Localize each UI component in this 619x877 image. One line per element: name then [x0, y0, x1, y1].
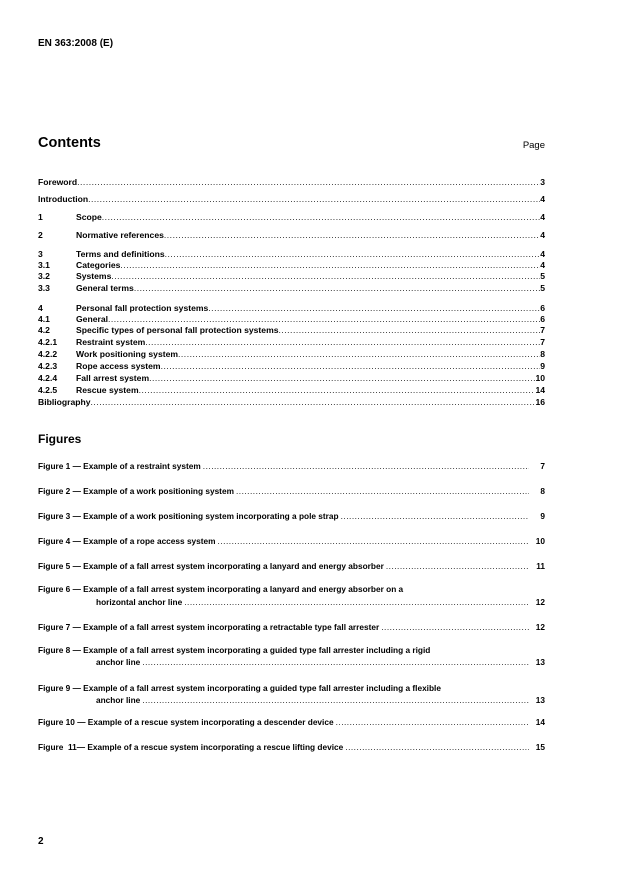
toc-entry[interactable]	[38, 397, 545, 407]
toc-entry-page: 7	[540, 325, 545, 335]
figure-entry[interactable]	[96, 695, 545, 705]
toc-entry-label: Bibliography	[38, 397, 91, 407]
toc-entry[interactable]	[38, 303, 545, 313]
toc-entry-page: 10	[535, 373, 545, 383]
toc-entry[interactable]	[38, 212, 545, 222]
leader-dots	[161, 361, 541, 371]
toc-entry-page: 14	[535, 385, 545, 395]
toc-entry-page: 4	[540, 194, 545, 204]
leader-dots	[279, 325, 541, 335]
leader-dots	[108, 314, 540, 324]
document-id: EN 363:2008 (E)	[38, 38, 114, 49]
toc-entry-page: 4	[540, 249, 545, 259]
toc-entry-label: General	[76, 314, 109, 324]
toc-entry[interactable]	[38, 337, 545, 347]
toc-entry-label: Restraint system	[76, 337, 146, 347]
toc-entry-label: General terms	[76, 283, 134, 293]
toc-entry-number: 4.2.1	[38, 337, 58, 347]
toc-entry-page: 8	[540, 349, 545, 359]
figure-entry-label-continued: horizontal anchor line	[96, 597, 183, 607]
toc-entry[interactable]	[38, 314, 545, 324]
leader-dots	[336, 717, 529, 727]
leader-dots	[77, 177, 540, 187]
leader-dots	[145, 337, 540, 347]
toc-entry-label: Rope access system	[76, 361, 161, 371]
figure-entry-page: 14	[535, 717, 545, 727]
figure-entry[interactable]	[96, 597, 545, 607]
figure-entry[interactable]	[38, 511, 545, 521]
leader-dots	[178, 349, 540, 359]
leader-dots	[164, 230, 540, 240]
toc-entry-label: Terms and definitions	[76, 249, 165, 259]
figure-entry-label: Figure 4 — Example of a rope access system	[38, 536, 216, 546]
toc-entry-label: Categories	[76, 260, 121, 270]
toc-entry[interactable]	[38, 271, 545, 281]
toc-entry-page: 4	[540, 212, 545, 222]
toc-entry-page: 6	[540, 314, 545, 324]
leader-dots	[102, 212, 540, 222]
figure-entry-page: 7	[540, 461, 545, 471]
figure-entry-page: 11	[536, 561, 545, 571]
leader-dots	[184, 597, 529, 607]
figure-entry-label: Figure 3 — Example of a work positioning system incorporating a pole strap	[38, 511, 339, 521]
figure-entry[interactable]	[96, 657, 545, 667]
leader-dots	[218, 536, 529, 546]
toc-entry-number: 4.1	[38, 314, 50, 324]
toc-entry-label: Systems	[76, 271, 112, 281]
leader-dots	[111, 271, 540, 281]
figure-entry-label: Figure 11— Example of a rescue system incorporating a rescue lifting device	[38, 742, 344, 752]
figure-entry-label: Figure 5 — Example of a fall arrest system incorporating a lanyard and energy absorber	[38, 561, 384, 571]
figure-entry[interactable]	[38, 461, 545, 471]
toc-entry-number: 3	[38, 249, 43, 259]
toc-entry-number: 4.2.2	[38, 349, 58, 359]
toc-entry[interactable]	[38, 361, 545, 371]
figure-entry[interactable]	[38, 717, 545, 727]
toc-entry[interactable]	[38, 230, 545, 240]
toc-entry-page: 5	[540, 283, 545, 293]
figure-entry-label: Figure 1 — Example of a restraint system	[38, 461, 201, 471]
leader-dots	[203, 461, 529, 471]
figure-entry-label[interactable]: Figure 8 — Example of a fall arrest system incorporating a guided type fall arrester including a rigid	[38, 645, 431, 655]
toc-entry-label: Normative references	[76, 230, 164, 240]
figure-entry-page: 15	[535, 742, 545, 752]
figure-entry-page: 13	[535, 695, 545, 705]
figure-entry-page: 12	[535, 597, 545, 607]
toc-entry-number: 4.2.3	[38, 361, 58, 371]
leader-dots	[341, 511, 529, 521]
figure-entry[interactable]	[38, 561, 545, 571]
leader-dots	[91, 397, 536, 407]
figures-title: Figures	[38, 432, 82, 446]
toc-entry-number: 2	[38, 230, 43, 240]
leader-dots	[208, 303, 540, 313]
toc-entry[interactable]	[38, 385, 545, 395]
leader-dots	[88, 194, 540, 204]
toc-entry-number: 4	[38, 303, 43, 313]
toc-entry-number: 3.1	[38, 260, 50, 270]
page-column-label: Page	[522, 140, 545, 151]
toc-entry[interactable]	[38, 373, 545, 383]
toc-entry-label: Rescue system	[76, 385, 139, 395]
leader-dots	[139, 385, 536, 395]
leader-dots	[142, 657, 529, 667]
toc-entry-page: 5	[540, 271, 545, 281]
toc-entry-number: 4.2.4	[38, 373, 58, 383]
page-number: 2	[38, 836, 44, 847]
figure-entry-page: 10	[535, 536, 545, 546]
leader-dots	[165, 249, 541, 259]
toc-entry-page: 3	[540, 177, 545, 187]
figure-entry-page: 12	[535, 622, 545, 632]
toc-entry-page: 16	[535, 397, 545, 407]
toc-entry[interactable]	[38, 260, 545, 270]
leader-dots	[345, 742, 529, 752]
toc-entry[interactable]	[38, 325, 545, 335]
figure-entry-page: 8	[540, 486, 545, 496]
leader-dots	[142, 695, 529, 705]
figure-entry-label[interactable]: Figure 9 — Example of a fall arrest system incorporating a guided type fall arrester including a flexible	[38, 683, 441, 693]
figure-entry-label-continued: anchor line	[96, 657, 141, 667]
toc-entry-label: Scope	[76, 212, 102, 222]
leader-dots	[386, 561, 529, 571]
figure-entry-page: 9	[540, 511, 545, 521]
toc-entry[interactable]	[38, 194, 545, 204]
figure-entry-page: 13	[535, 657, 545, 667]
toc-entry[interactable]	[38, 177, 545, 187]
figure-entry[interactable]	[38, 536, 545, 546]
toc-entry[interactable]	[38, 249, 545, 259]
toc-entry-number: 3.2	[38, 271, 50, 281]
toc-entry-label: Fall arrest system	[76, 373, 150, 383]
toc-entry-page: 4	[540, 230, 545, 240]
leader-dots	[120, 260, 540, 270]
figure-entry-label: Figure 10 — Example of a rescue system incorporating a descender device	[38, 717, 334, 727]
toc-entry-label: Specific types of personal fall protection systems	[76, 325, 279, 335]
leader-dots	[381, 622, 529, 632]
toc-entry-label: Introduction	[38, 194, 89, 204]
toc-entry-page: 6	[540, 303, 545, 313]
toc-entry[interactable]	[38, 283, 545, 293]
leader-dots	[149, 373, 535, 383]
leader-dots	[134, 283, 540, 293]
figure-entry-label: Figure 2 — Example of a work positioning system	[38, 486, 234, 496]
toc-entry-page: 9	[540, 361, 545, 371]
toc-entry-label: Foreword	[38, 177, 78, 187]
toc-entry-label: Work positioning system	[76, 349, 179, 359]
toc-entry-number: 3.3	[38, 283, 50, 293]
figure-entry-label: Figure 7 — Example of a fall arrest system incorporating a retractable type fall arrester	[38, 622, 380, 632]
toc-entry-number: 4.2	[38, 325, 50, 335]
toc-entry-page: 4	[540, 260, 545, 270]
figure-entry[interactable]	[38, 622, 545, 632]
figure-entry-label-continued: anchor line	[96, 695, 141, 705]
figure-entry[interactable]	[38, 742, 545, 752]
toc-entry-page: 7	[540, 337, 545, 347]
toc-entry-number: 1	[38, 212, 43, 222]
contents-title: Contents	[38, 135, 101, 151]
toc-entry[interactable]	[38, 349, 545, 359]
toc-entry-number: 4.2.5	[38, 385, 58, 395]
toc-entry-label: Personal fall protection systems	[76, 303, 209, 313]
figure-entry[interactable]	[38, 486, 545, 496]
figure-entry-label[interactable]: Figure 6 — Example of a fall arrest system incorporating a lanyard and energy absorber on a	[38, 584, 404, 594]
leader-dots	[236, 486, 529, 496]
